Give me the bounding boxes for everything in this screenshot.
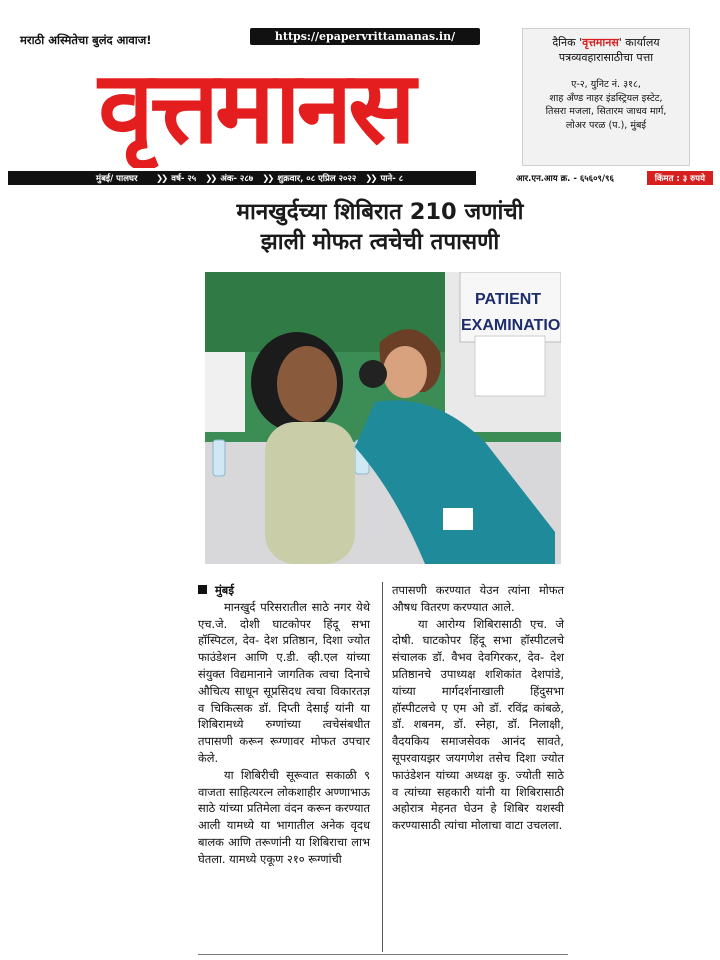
article-paragraph: या आरोग्य शिबिरासाठी एच. जे दोषी. घाटकोपर हिंदू सभा हॉस्पीटलचे संचालक डॉ. वैभव देवगिरकर, देव- देश प्रतिष्ठानचे उपाध्यक्ष शशिकांत देशपांडे, यांच्या मार्गदर्शनाखाली हिंदुसभा हॉस्पीटलचे ए एम ओ डॉ. रविंद्र कांबळे, डॉ. शबनम, डॉ. स्नेहा, डॉ. निलाक्षी, वैदयकिय समाजसेवक आनंद सावते, सूपरवायझर जयगणेश तसेच दिशा ज्योत फाउंडेशन यांच्या अध्यक्ष कु. ज्योती साठे व त्यांच्या सहकारी यांनी या शिबिरासाठी अहोरात्र मेहनत घेउन हे शिबिर यशस्वी करण्यासाठी त्यांचा मोलाचा वाटा उचलला. bbox=[392, 616, 564, 833]
address-heading-prefix: दैनिक ' bbox=[552, 36, 583, 49]
photo-patient-kurta bbox=[265, 422, 355, 564]
column-divider bbox=[382, 582, 383, 952]
article-column-right bbox=[392, 582, 564, 834]
edition-details bbox=[8, 171, 476, 185]
headline-line-2: झाली मोफत त्वचेची तपासणी bbox=[260, 228, 500, 255]
article-body bbox=[198, 582, 568, 954]
newspaper-masthead-logo: वृत्तमानस bbox=[98, 49, 412, 166]
edition-pages bbox=[365, 173, 403, 184]
photo-left-person bbox=[205, 352, 245, 432]
bottom-rule bbox=[198, 954, 568, 955]
address-heading-line2: पत्रव्यवहारासाठीचा पत्ता bbox=[558, 51, 654, 65]
edition-year-text: वर्ष- २५ bbox=[171, 173, 197, 184]
address-line: लोअर परळ (प.), मुंबई bbox=[565, 120, 647, 132]
article-headline bbox=[195, 198, 565, 257]
edition-pages-text: पाने- ८ bbox=[380, 173, 404, 184]
photo-banner-line2: EXAMINATIO bbox=[461, 317, 561, 334]
address-line: शाह अँण्ड नाहर इंडस्ट्रियल इस्टेट, bbox=[549, 92, 663, 104]
chevron-icon: ❯❯ bbox=[365, 173, 376, 184]
edition-info-bar bbox=[8, 171, 713, 185]
tagline: मराठी अस्मितेचा बुलंद आवाज! bbox=[20, 33, 152, 47]
article-paragraph: तपासणी करण्यात येउन त्यांना मोफत औषध वितरण करण्यात आले. bbox=[392, 583, 564, 614]
article-paragraph: मानखुर्द परिसरातील साठे नगर येथे एच.जे. दोशी घाटकोपर हिंदू सभा हॉस्पिटल, देव- देश प्रतिष्ठान, दिशा ज्योत फाउंडेशन आणि ए.डी. व्ही.एल यांच्या संयुक्त विद्यमानाने जागतिक त्वचा दिनाचे औचित्य साधून सूप्रसिदध त्वचा विकारतज्ञ व चिकित्सक डॉ. दिप्ती देसाई यांनी या शिबिरामध्ये रुग्णांच्या त्वचेसंबधीत तपासणी करून रूग्णावर मोफत उपचार केले. bbox=[198, 599, 370, 765]
article-photo bbox=[205, 272, 561, 564]
article-dateline bbox=[198, 582, 370, 599]
chevron-icon: ❯❯ bbox=[262, 173, 273, 184]
edition-issue-text: अंक- २८७ bbox=[220, 173, 254, 184]
chevron-icon: ❯❯ bbox=[205, 173, 216, 184]
photo-water-bottle bbox=[213, 440, 225, 476]
article-paragraph: या शिबिरीची सूरूवात सकाळी ९ वाजता साहित्यरत्न लोकशाहीर अण्णाभाऊ साठे यांच्या प्रतिमेला वंदन करून करण्यात आली यामध्ये या भागातील अनेक वृदध बालक आणि तरूणांनी या शिबिराचा लाभ घेतला. यामध्ये एकूण २१० रूग्णांची bbox=[198, 767, 370, 866]
price-badge: किंमत : ३ रुपये bbox=[647, 171, 713, 185]
photo-patient-face bbox=[277, 346, 337, 422]
article-column-left bbox=[198, 582, 370, 868]
website-url[interactable]: https://epapervrittamanas.in/ bbox=[250, 28, 480, 45]
photo-banner-line1: PATIENT bbox=[475, 291, 542, 308]
office-address-box bbox=[522, 28, 690, 166]
chevron-icon: ❯❯ bbox=[156, 173, 167, 184]
photo-doctor-face bbox=[383, 346, 427, 398]
photo-illustration bbox=[205, 272, 561, 564]
address-line: तिसरा मजला, सितारम जाधव मार्ग, bbox=[545, 106, 667, 118]
address-heading-suffix: ' कार्यालय bbox=[618, 36, 660, 49]
headline-line-1: मानखुर्दच्या शिबिरात 210 जणांची bbox=[236, 199, 524, 225]
photo-poster bbox=[475, 336, 545, 396]
edition-date bbox=[262, 173, 356, 184]
dateline-square-icon bbox=[198, 585, 207, 594]
address-heading-brand: वृत्तमानस bbox=[582, 36, 619, 49]
photo-papers bbox=[443, 508, 473, 530]
photo-dermatoscope bbox=[359, 360, 387, 388]
registration-number: आर.एन.आय क्र. - ६५६०९/९६ bbox=[516, 173, 614, 184]
edition-year bbox=[156, 173, 196, 184]
edition-issue bbox=[205, 173, 253, 184]
edition-city: मुंबई/ पालघर bbox=[96, 173, 138, 184]
edition-date-text: शुक्रवार, ०८ एप्रिल २०२२ bbox=[277, 173, 357, 184]
address-heading bbox=[531, 35, 681, 66]
address-line: ए-२, युनिट नं. ३१८, bbox=[571, 78, 641, 90]
dateline-text: मुंबई bbox=[215, 583, 234, 597]
